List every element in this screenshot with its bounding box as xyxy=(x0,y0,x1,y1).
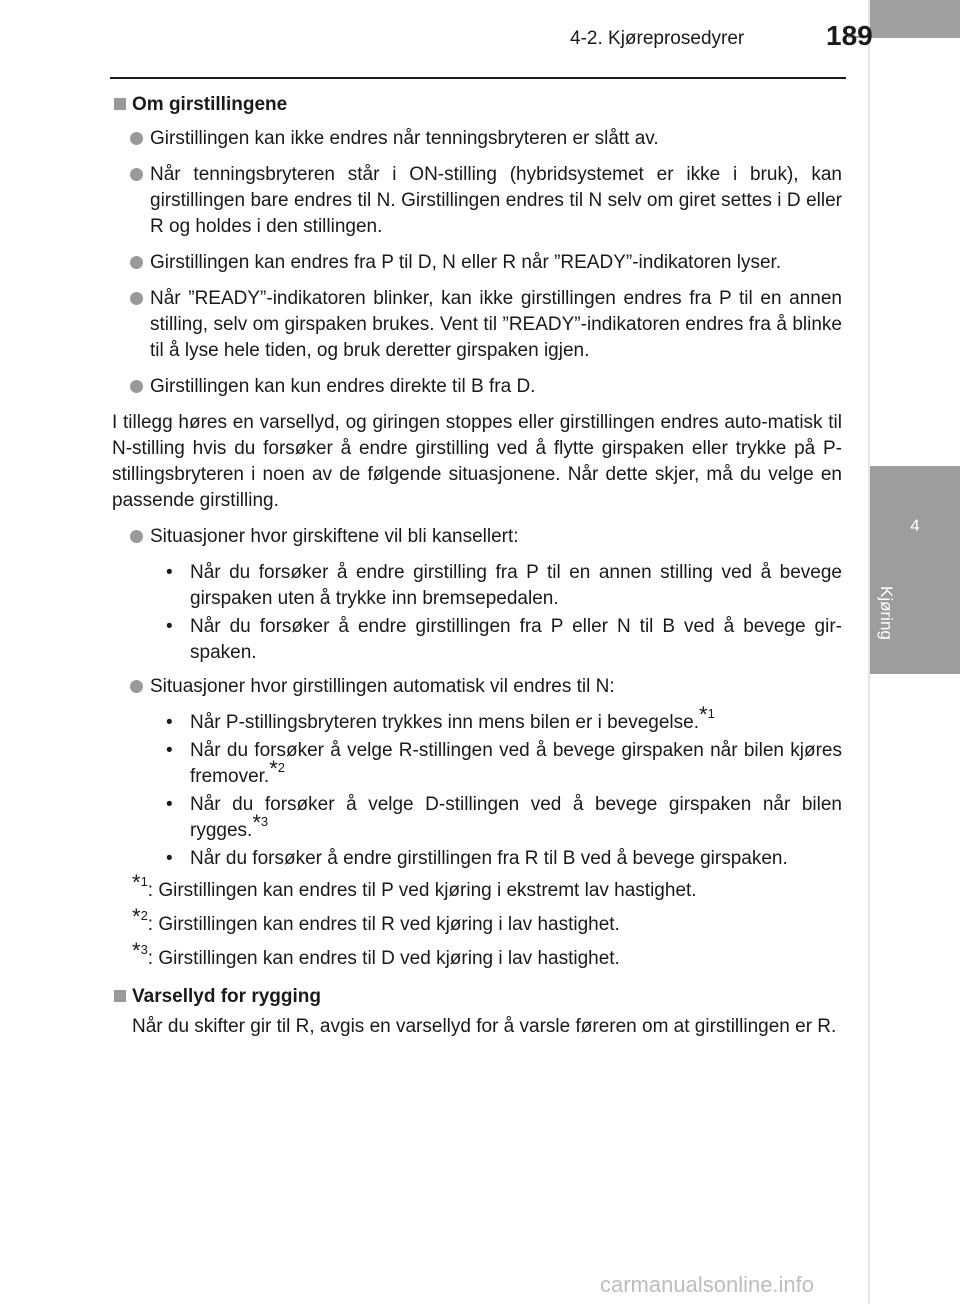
section-title: 4-2. Kjøreprosedyrer xyxy=(570,28,745,49)
section-heading: Varsellyd for rygging xyxy=(112,984,842,1010)
sub-list-item: • Når P-stillingsbryteren trykkes inn mens bilen er i bevegelse.*$^1$ xyxy=(166,702,715,733)
circle-bullet-icon xyxy=(130,256,143,269)
footnote: *$^3$: Girstillingen kan endres til D ved kjøring i lav hastighet. xyxy=(132,938,620,969)
circle-bullet-icon xyxy=(130,168,143,181)
list-item: Situasjoner hvor girskiftene vil bli kansellert: xyxy=(130,524,842,550)
list-item: Girstillingen kan kun endres direkte til B fra D. xyxy=(130,374,842,400)
chapter-number: 4 xyxy=(910,516,920,535)
sub-list-item: • Når du forsøker å velge R-stillingen ved å bevege girspaken når bilen kjøres fremover.*$^2$ xyxy=(166,740,842,787)
page-number: 189 xyxy=(826,20,873,51)
square-bullet-icon xyxy=(114,990,126,1002)
list-item: Når ”READY”-indikatoren blinker, kan ikke girstillingen endres fra P til en annen stilling, selv om girspaken brukes. Vent til ”READY”-indikatoren endres fra å blinke til å lyse hele tiden, og bruk deretter girspaken igjen. xyxy=(130,286,842,364)
circle-bullet-icon xyxy=(130,530,143,543)
chapter-label: Kjøring xyxy=(877,586,896,640)
page-content xyxy=(112,92,842,1050)
sub-list-item: • Når du forsøker å velge D-stillingen ved å bevege girspaken når bilen rygges.*$^3$ xyxy=(166,794,842,841)
footnote: *$^2$: Girstillingen kan endres til R ved kjøring i lav hastighet. xyxy=(132,904,620,935)
section-heading: Om girstillingene xyxy=(112,92,842,118)
paragraph: I tillegg høres en varsellyd, og giringen stoppes eller girstillingen endres auto-matisk til N-stilling hvis du forsøker å endre girstilling ved å flytte girspaken eller trykke på P-stillingsbryteren i noen av de følgende situasjonene. Når dette skjer, må du velge en passende girstilling. xyxy=(112,412,842,511)
paragraph: Når du skifter gir til R, avgis en varsellyd for å varsle føreren om at girstillingen er R. xyxy=(132,1016,837,1037)
list-item: Når tenningsbryteren står i ON-stilling (hybridsystemet er ikke i bruk), kan girstillingen bare endres til N. Girstillingen endres til N selv om giret settes i D eller R og holdes i den stillingen. xyxy=(130,162,842,240)
sub-list-item: • Når du forsøker å endre girstillingen fra R til B ved å bevege girspaken. xyxy=(166,848,788,869)
list-item: Girstillingen kan endres fra P til D, N eller R når ”READY”-indikatoren lyser. xyxy=(130,250,842,276)
square-bullet-icon xyxy=(114,98,126,110)
list-item: Girstillingen kan ikke endres når tenningsbryteren er slått av. xyxy=(130,126,842,152)
header-corner-block xyxy=(870,0,960,36)
sub-list-item: • Når du forsøker å endre girstilling fra P til en annen stilling ved å bevege girspaken uten å trykke inn bremsepedalen. xyxy=(166,562,842,609)
header-rule xyxy=(110,77,846,79)
circle-bullet-icon xyxy=(130,132,143,145)
footnote: *$^1$: Girstillingen kan endres til P ved kjøring i ekstremt lav hastighet. xyxy=(132,870,697,901)
circle-bullet-icon xyxy=(130,680,143,693)
circle-bullet-icon xyxy=(130,380,143,393)
sub-list-item: • Når du forsøker å endre girstillingen fra P eller N til B ved å bevege gir-spaken. xyxy=(166,616,842,663)
list-item: Situasjoner hvor girstillingen automatisk vil endres til N: xyxy=(130,674,842,700)
circle-bullet-icon xyxy=(130,292,143,305)
chapter-tab[interactable] xyxy=(870,466,960,674)
watermark: carmanualsonline.info xyxy=(600,1272,815,1297)
